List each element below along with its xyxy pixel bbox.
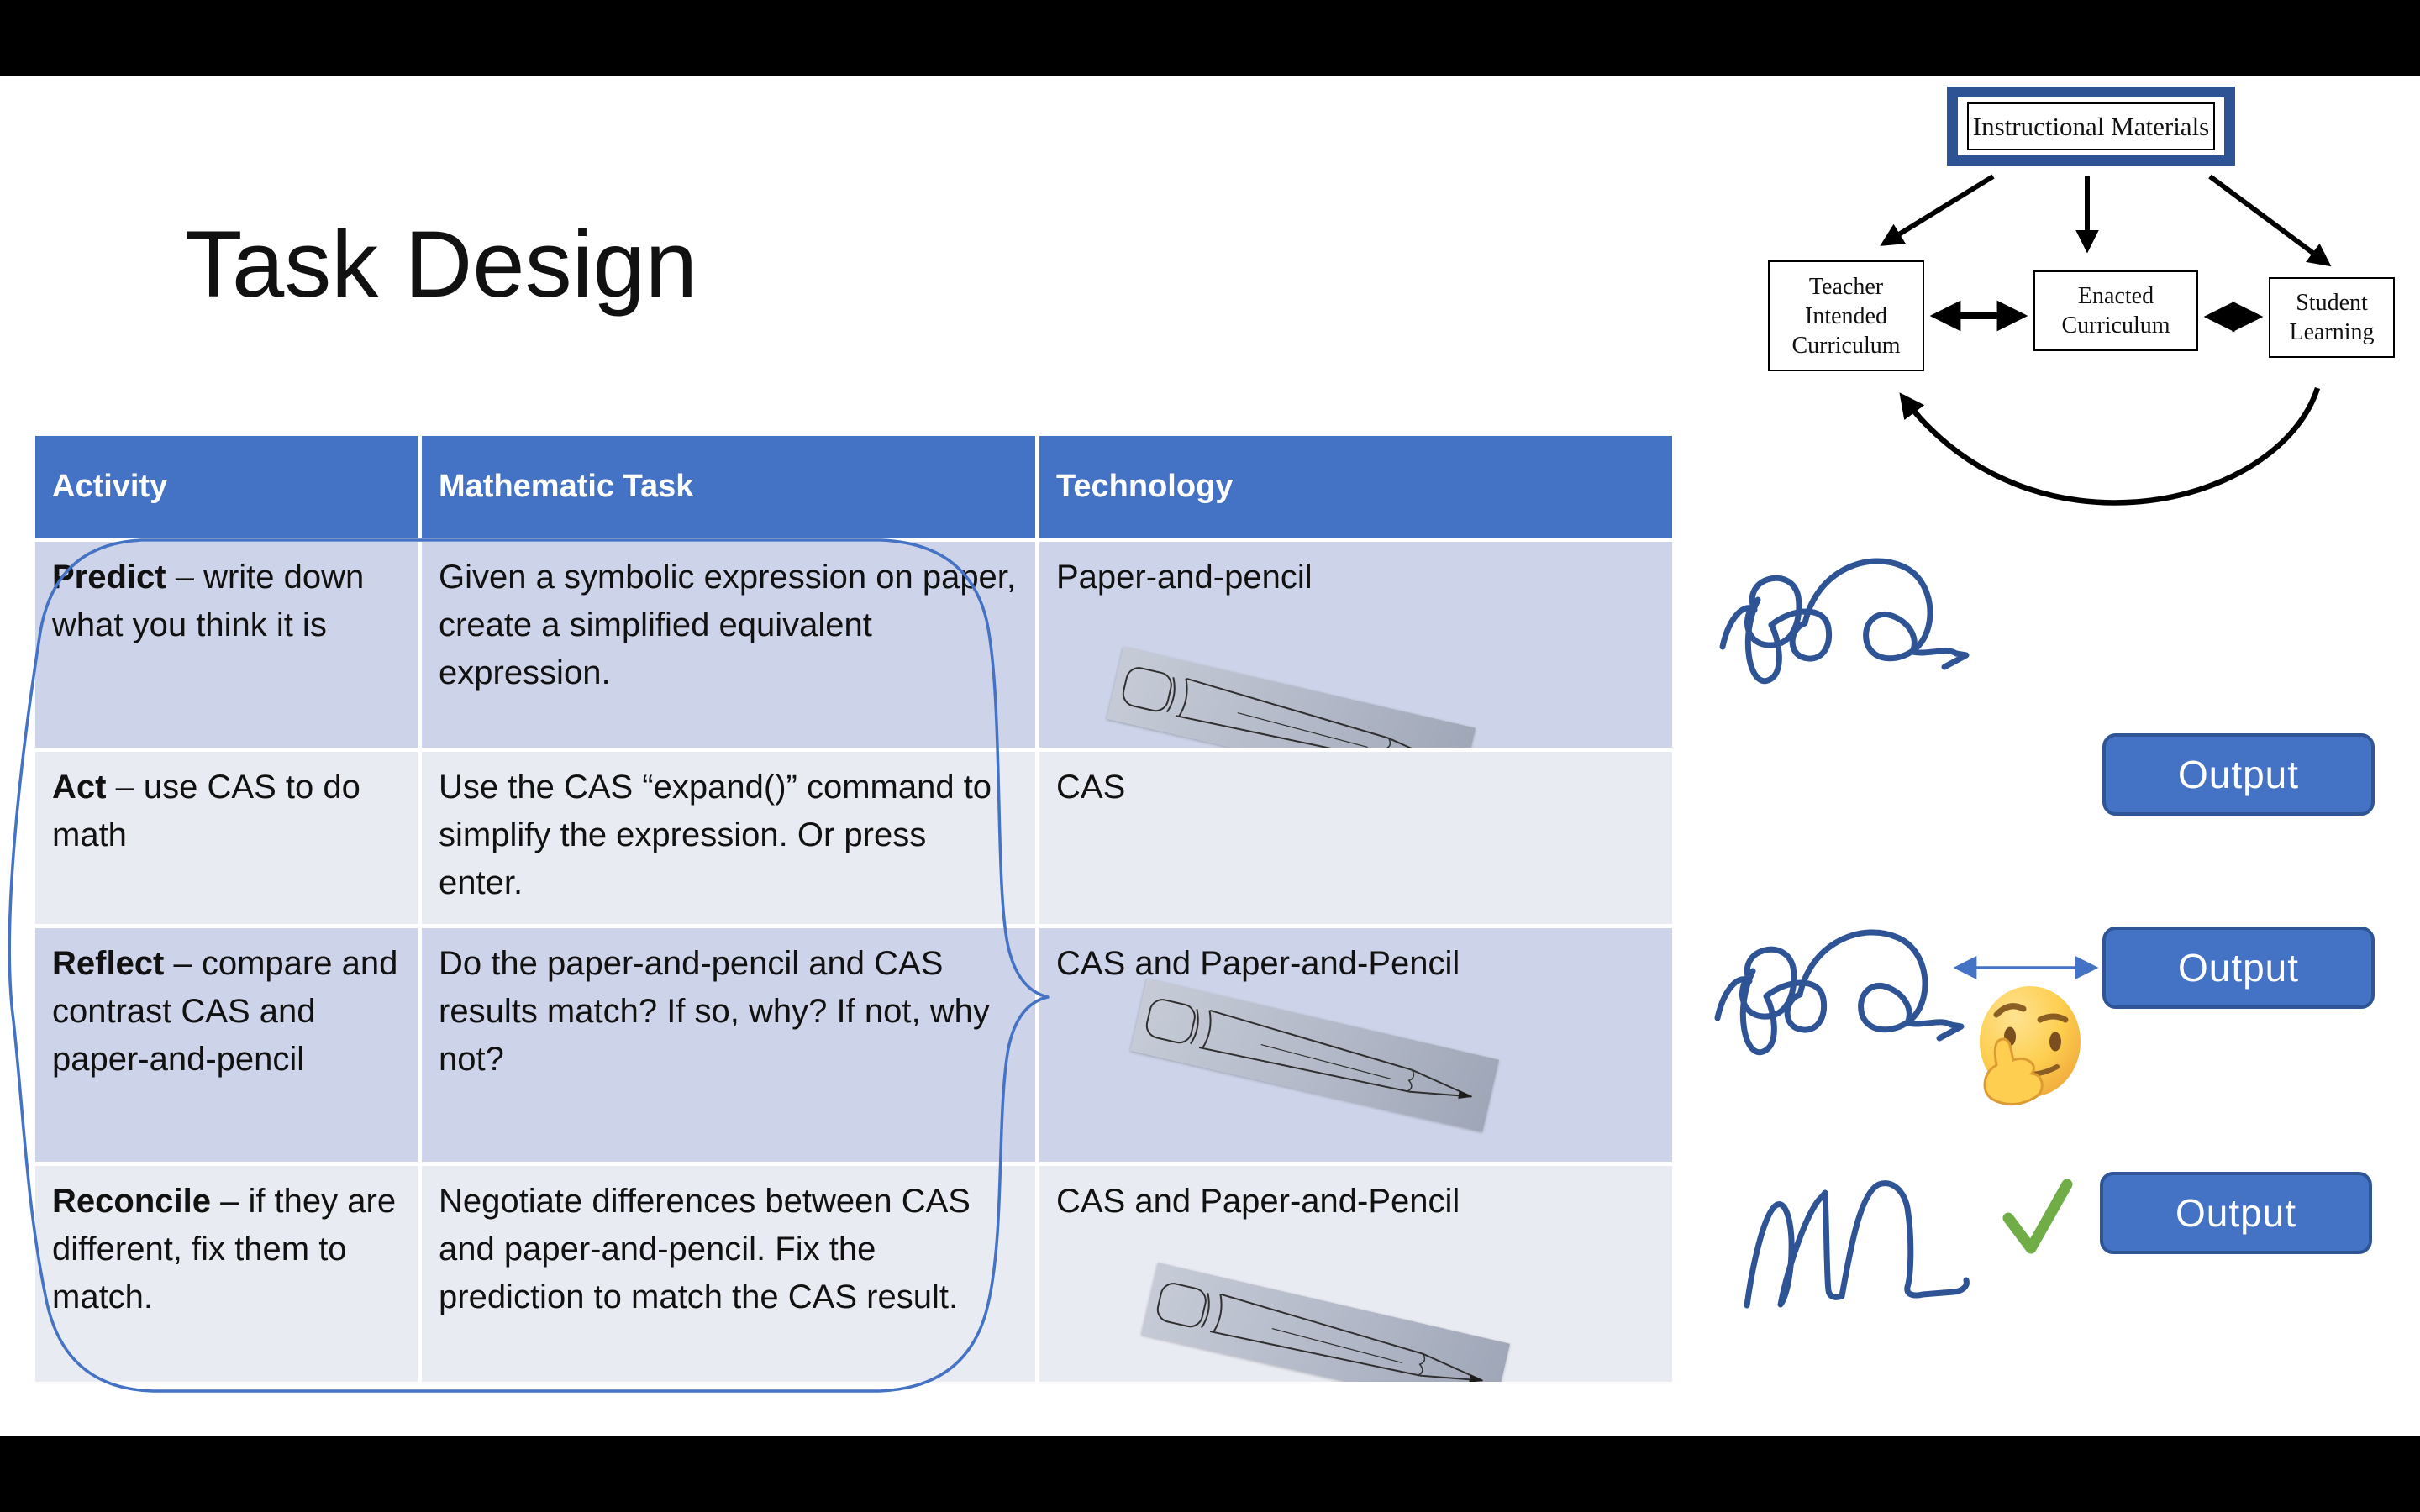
table-row	[35, 542, 418, 748]
task-cell: Given a symbolic expression on paper, create a simplified equivalent expression.	[422, 542, 1035, 748]
diagram-box-teacher-intended-curriculum: Teacher Intended Curriculum	[1768, 260, 1924, 371]
activity-term: Reconcile	[52, 1183, 211, 1220]
activity-description: – write down what you think it is	[52, 559, 365, 643]
tangled-scribble-1	[1723, 561, 1966, 681]
output-button-3[interactable]: Output	[2100, 1172, 2372, 1254]
technology-cell	[1039, 928, 1672, 1162]
task-cell: Use the CAS “expand()” command to simplify the expression. Or press enter.	[422, 752, 1035, 924]
slide-canvas	[0, 76, 2420, 1436]
table-header-activity: Activity	[35, 436, 418, 538]
technology-label: CAS	[1056, 769, 1126, 806]
arrow-im-to-tic	[1884, 176, 1993, 244]
output-button-1[interactable]: Output	[2102, 733, 2375, 816]
diagram-box-instructional-materials	[1947, 87, 2235, 166]
table-row	[35, 1166, 418, 1382]
activity-description: – if they are different, fix them to match.	[52, 1183, 397, 1315]
technology-cell	[1039, 752, 1672, 924]
arrow-sl-to-tic-curved	[1902, 388, 2317, 502]
technology-label: CAS and Paper-and-Pencil	[1056, 1183, 1460, 1220]
table-header-mathematic-task: Mathematic Task	[422, 436, 1035, 538]
diagram-box-label: Instructional Materials	[1967, 102, 2216, 150]
table-row	[35, 752, 418, 924]
activity-description: – compare and contrast CAS and paper-and-pencil	[52, 945, 398, 1078]
table-header-technology: Technology	[1039, 436, 1672, 538]
activity-term: Act	[52, 769, 107, 806]
pencil-sketch-image	[1141, 1263, 1510, 1382]
wave-scribble	[1747, 1184, 1966, 1305]
activity-term: Reflect	[52, 945, 165, 982]
tangled-scribble-2	[1718, 932, 1961, 1053]
technology-label: Paper-and-pencil	[1056, 559, 1313, 596]
thinking-face-emoji	[1973, 979, 2091, 1117]
technology-cell	[1039, 1166, 1672, 1382]
page-title: Task Design	[185, 212, 698, 317]
pencil-sketch-image	[1130, 979, 1499, 1131]
diagram-box-enacted-curriculum: Enacted Curriculum	[2033, 270, 2198, 351]
pencil-sketch-image	[1107, 647, 1476, 748]
output-button-2[interactable]: Output	[2102, 927, 2375, 1009]
technology-cell	[1039, 542, 1672, 748]
diagram-box-frame	[1958, 97, 2224, 155]
activity-description: – use CAS to do math	[52, 769, 360, 853]
task-cell: Negotiate differences between CAS and paper-and-pencil. Fix the prediction to match the CAS result.	[422, 1166, 1035, 1382]
task-design-table	[35, 436, 1672, 1382]
activity-term: Predict	[52, 559, 166, 596]
table-row	[35, 928, 418, 1162]
arrow-im-to-sl	[2210, 176, 2328, 264]
technology-label: CAS and Paper-and-Pencil	[1056, 945, 1460, 982]
green-checkmark	[2008, 1184, 2067, 1248]
diagram-box-student-learning: Student Learning	[2269, 277, 2395, 358]
task-cell: Do the paper-and-pencil and CAS results match? If so, why? If not, why not?	[422, 928, 1035, 1162]
